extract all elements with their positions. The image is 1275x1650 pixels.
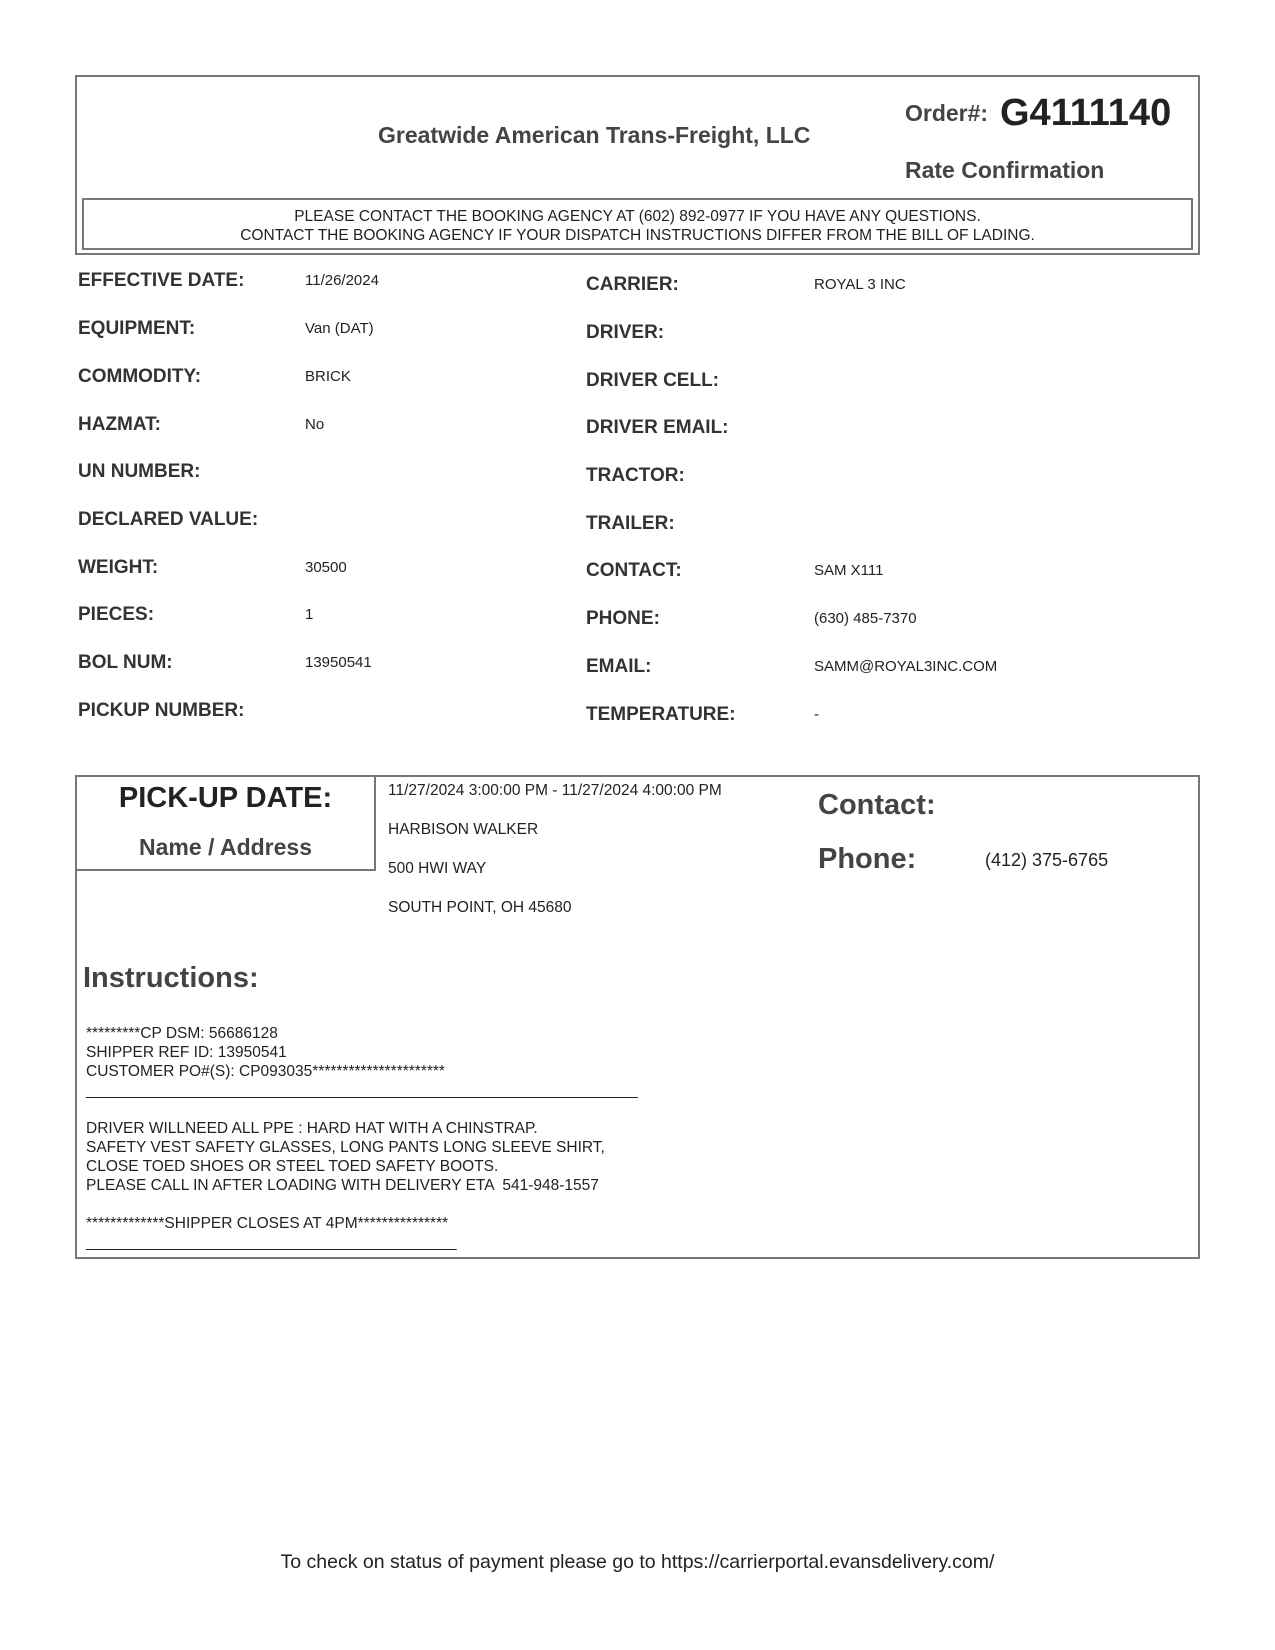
- pickup-date-range: 11/27/2024 3:00:00 PM - 11/27/2024 4:00:00 PM: [388, 782, 722, 799]
- order-label: Order#:: [905, 100, 989, 126]
- pieces-value: 1: [305, 606, 314, 623]
- email-label: EMAIL:: [586, 656, 652, 677]
- commodity-label: COMMODITY:: [78, 366, 202, 387]
- temperature-label: TEMPERATURE:: [586, 704, 736, 725]
- commodity-value: BRICK: [305, 368, 351, 385]
- driver-email-label: DRIVER EMAIL:: [586, 417, 729, 438]
- pickup-number-label: PICKUP NUMBER:: [78, 700, 245, 721]
- declared-value-label: DECLARED VALUE:: [78, 509, 259, 530]
- carrier-value: ROYAL 3 INC: [814, 276, 906, 293]
- notice-line-1: PLEASE CONTACT THE BOOKING AGENCY AT (602) 892-0977 IF YOU HAVE ANY QUESTIONS.: [294, 208, 981, 225]
- shipper-name: HARBISON WALKER: [388, 821, 539, 838]
- weight-label: WEIGHT:: [78, 557, 159, 578]
- pickup-contact-label: Contact:: [818, 789, 936, 821]
- contact-label: CONTACT:: [586, 560, 682, 581]
- equipment-value: Van (DAT): [305, 320, 374, 337]
- driver-cell-label: DRIVER CELL:: [586, 370, 719, 391]
- pickup-phone-label: Phone:: [818, 843, 917, 875]
- hazmat-label: HAZMAT:: [78, 414, 162, 435]
- temperature-value: -: [814, 706, 819, 723]
- document-title: Rate Confirmation: [905, 157, 1105, 183]
- shipper-address-line-1: 500 HWI WAY: [388, 860, 487, 877]
- un-number-label: UN NUMBER:: [78, 461, 201, 482]
- effective-date-label: EFFECTIVE DATE:: [78, 270, 245, 291]
- effective-date-value: 11/26/2024: [305, 272, 379, 289]
- pickup-phone-value: (412) 375-6765: [985, 850, 1109, 870]
- instructions-text: *********CP DSM: 56686128 SHIPPER REF ID: 13950541 CUSTOMER PO#(S): CP093035********************** ________________________________________________________________ DRIVER WILLNEED ALL PPE : HARD HAT WITH A CHINSTRAP. SAFETY VEST SAFETY GLASSES, LONG PANTS LONG SLEEVE SHIRT, CLOSE TOED SHOES OR STEEL TOED SAFETY BOOTS. PLEASE CALL IN AFTER LOADING WITH DELIVERY ETA 541-948-1557 *************SHIPPER CLOSES AT 4PM*************** ___________________________________________: [86, 1025, 638, 1251]
- email-value: SAMM@ROYAL3INC.COM: [814, 658, 998, 675]
- order-number: G4111140: [1000, 92, 1172, 134]
- contact-value: SAM X111: [814, 562, 884, 579]
- pickup-date-label: PICK-UP DATE:: [118, 782, 333, 814]
- driver-label: DRIVER:: [586, 322, 665, 343]
- instructions-label: Instructions:: [83, 962, 259, 994]
- company-name: Greatwide American Trans-Freight, LLC: [378, 122, 811, 148]
- payment-status-footer: To check on status of payment please go to https://carrierportal.evansdelivery.com/: [280, 1551, 995, 1573]
- carrier-label: CARRIER:: [586, 274, 679, 295]
- tractor-label: TRACTOR:: [586, 465, 685, 486]
- trailer-label: TRAILER:: [586, 513, 675, 534]
- name-address-label: Name / Address: [139, 834, 312, 860]
- weight-value: 30500: [305, 559, 347, 576]
- phone-label: PHONE:: [586, 608, 660, 629]
- shipper-address-line-2: SOUTH POINT, OH 45680: [388, 899, 572, 916]
- equipment-label: EQUIPMENT:: [78, 318, 196, 339]
- booking-notice: [82, 198, 1193, 250]
- phone-value: (630) 485-7370: [814, 610, 917, 627]
- notice-line-2: CONTACT THE BOOKING AGENCY IF YOUR DISPATCH INSTRUCTIONS DIFFER FROM THE BILL OF LADING.: [240, 227, 1035, 244]
- bol-num-label: BOL NUM:: [78, 652, 173, 673]
- pieces-label: PIECES:: [78, 604, 155, 625]
- bol-num-value: 13950541: [305, 654, 372, 671]
- hazmat-value: No: [305, 416, 325, 433]
